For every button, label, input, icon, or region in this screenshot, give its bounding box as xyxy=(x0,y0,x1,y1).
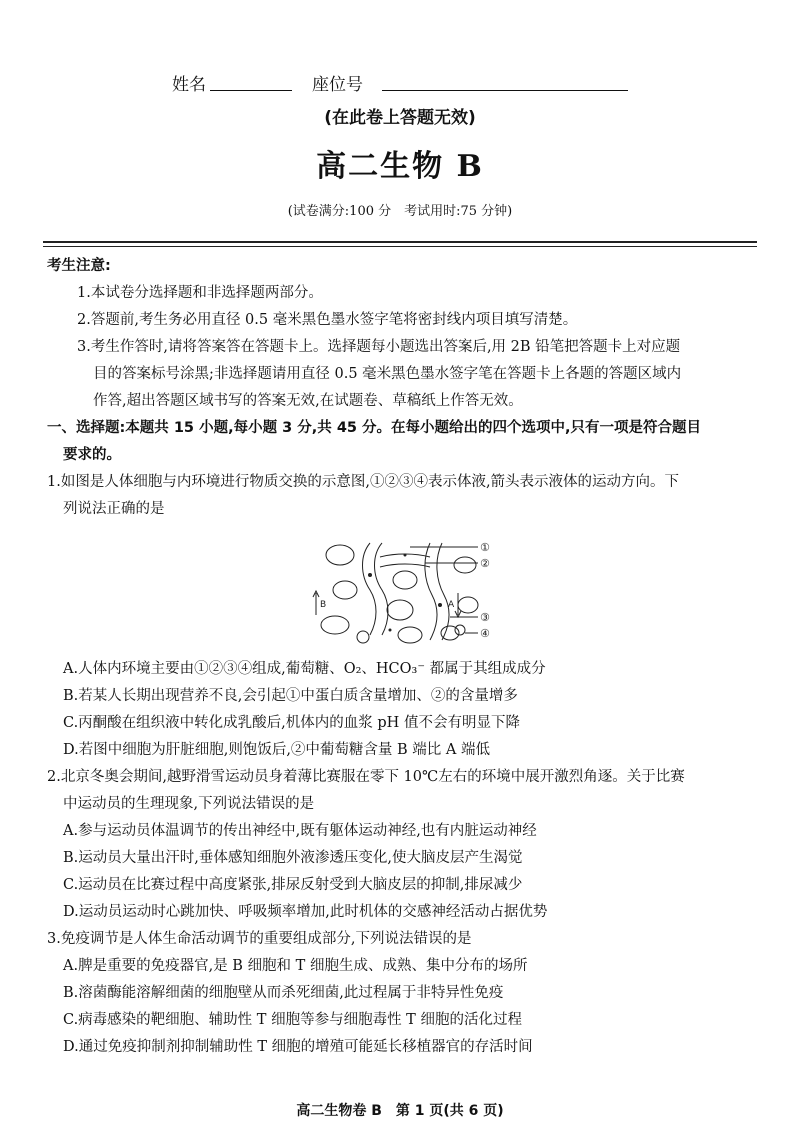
exam-info: (试卷满分:100 分 考试用时:75 分钟) xyxy=(287,204,513,219)
notice-item: 1.本试卷分选择题和非选择题两部分。 xyxy=(77,285,323,301)
seat-label: 座位号 xyxy=(312,75,363,95)
q2-stem: 2.北京冬奥会期间,越野滑雪运动员身着薄比赛服在零下 10℃左右的环境中展开激烈角逐。关于比赛 xyxy=(47,769,685,785)
q2-option-b: B.运动员大量出汗时,垂体感知细胞外液渗透压变化,使大脑皮层产生渴觉 xyxy=(63,850,523,866)
notice-item: 3.考生作答时,请将答案答在答题卡上。选择题每小题选出答案后,用 2B 铅笔把答题卡上对应题 xyxy=(77,339,681,355)
notice-item: 2.答题前,考生务必用直径 0.5 毫米黑色墨水签字笔将密封线内项目填写清楚。 xyxy=(77,312,578,328)
q1-option-c: C.丙酮酸在组织液中转化成乳酸后,机体内的血浆 pH 值不会有明显下降 xyxy=(63,715,520,731)
q1-option-b: B.若某人长期出现营养不良,会引起①中蛋白质含量增加、②的含量增多 xyxy=(63,688,518,704)
q3-option-a: A.脾是重要的免疫器官,是 B 细胞和 T 细胞生成、成熟、集中分布的场所 xyxy=(63,958,528,974)
cell-diagram-svg xyxy=(300,535,500,653)
notice-item: 目的答案标号涂黑;非选择题请用直径 0.5 毫米黑色墨水签字笔在答题卡上各题的答题区域内 xyxy=(93,366,682,382)
q2-option-a: A.参与运动员体温调节的传出神经中,既有躯体运动神经,也有内脏运动神经 xyxy=(63,823,537,839)
figure-label-2: ② xyxy=(480,557,490,570)
q2-option-c: C.运动员在比赛过程中高度紧张,排尿反射受到大脑皮层的抑制,排尿减少 xyxy=(63,877,523,893)
page-footer: 高二生物卷 B 第 1 页(共 6 页) xyxy=(296,1103,504,1119)
figure-label-a: A xyxy=(448,600,455,610)
name-seat-row xyxy=(0,70,800,96)
q2-option-d: D.运动员运动时心跳加快、呼吸频率增加,此时机体的交感神经活动占据优势 xyxy=(63,904,548,920)
seat-blank-line xyxy=(382,90,628,91)
q1-stem: 1.如图是人体细胞与内环境进行物质交换的示意图,①②③④表示体液,箭头表示液体的运动方向。下 xyxy=(47,474,680,490)
name-label: 姓名 xyxy=(172,75,206,95)
q3-option-b: B.溶菌酶能溶解细菌的细胞壁从而杀死细菌,此过程属于非特异性免疫 xyxy=(63,985,504,1001)
header-divider-thin xyxy=(43,246,757,247)
cell-exchange-figure xyxy=(300,535,500,653)
page-title: 高二生物 B xyxy=(316,149,484,184)
figure-label-4: ④ xyxy=(480,627,490,640)
q2-stem-cont: 中运动员的生理现象,下列说法错误的是 xyxy=(63,796,315,812)
figure-label-b: B xyxy=(320,600,327,610)
q1-stem-cont: 列说法正确的是 xyxy=(63,501,165,517)
notice-heading: 考生注意: xyxy=(47,258,111,274)
q3-stem: 3.免疫调节是人体生命活动调节的重要组成部分,下列说法错误的是 xyxy=(47,931,472,947)
section-heading: 一、选择题:本题共 15 小题,每小题 3 分,共 45 分。在每小题给出的四个选项中,只有一项是符合题目 xyxy=(47,420,702,436)
header-divider-thick xyxy=(43,241,757,243)
notice-item: 作答,超出答题区域书写的答案无效,在试题卷、草稿纸上作答无效。 xyxy=(93,393,523,409)
figure-label-1: ① xyxy=(480,541,490,554)
figure-label-3: ③ xyxy=(480,611,490,624)
name-blank-line xyxy=(210,90,292,91)
q1-option-d: D.若图中细胞为肝脏细胞,则饱饭后,②中葡萄糖含量 B 端比 A 端低 xyxy=(63,742,490,758)
section-heading-cont: 要求的。 xyxy=(63,447,121,463)
invalid-answer-warning: (在此卷上答题无效) xyxy=(324,108,476,128)
q3-option-c: C.病毒感染的靶细胞、辅助性 T 细胞等参与细胞毒性 T 细胞的活化过程 xyxy=(63,1012,522,1028)
q3-option-d: D.通过免疫抑制剂抑制辅助性 T 细胞的增殖可能延长移植器官的存活时间 xyxy=(63,1039,533,1055)
q1-option-a: A.人体内环境主要由①②③④组成,葡萄糖、O₂、HCO₃⁻ 都属于其组成成分 xyxy=(63,661,546,677)
